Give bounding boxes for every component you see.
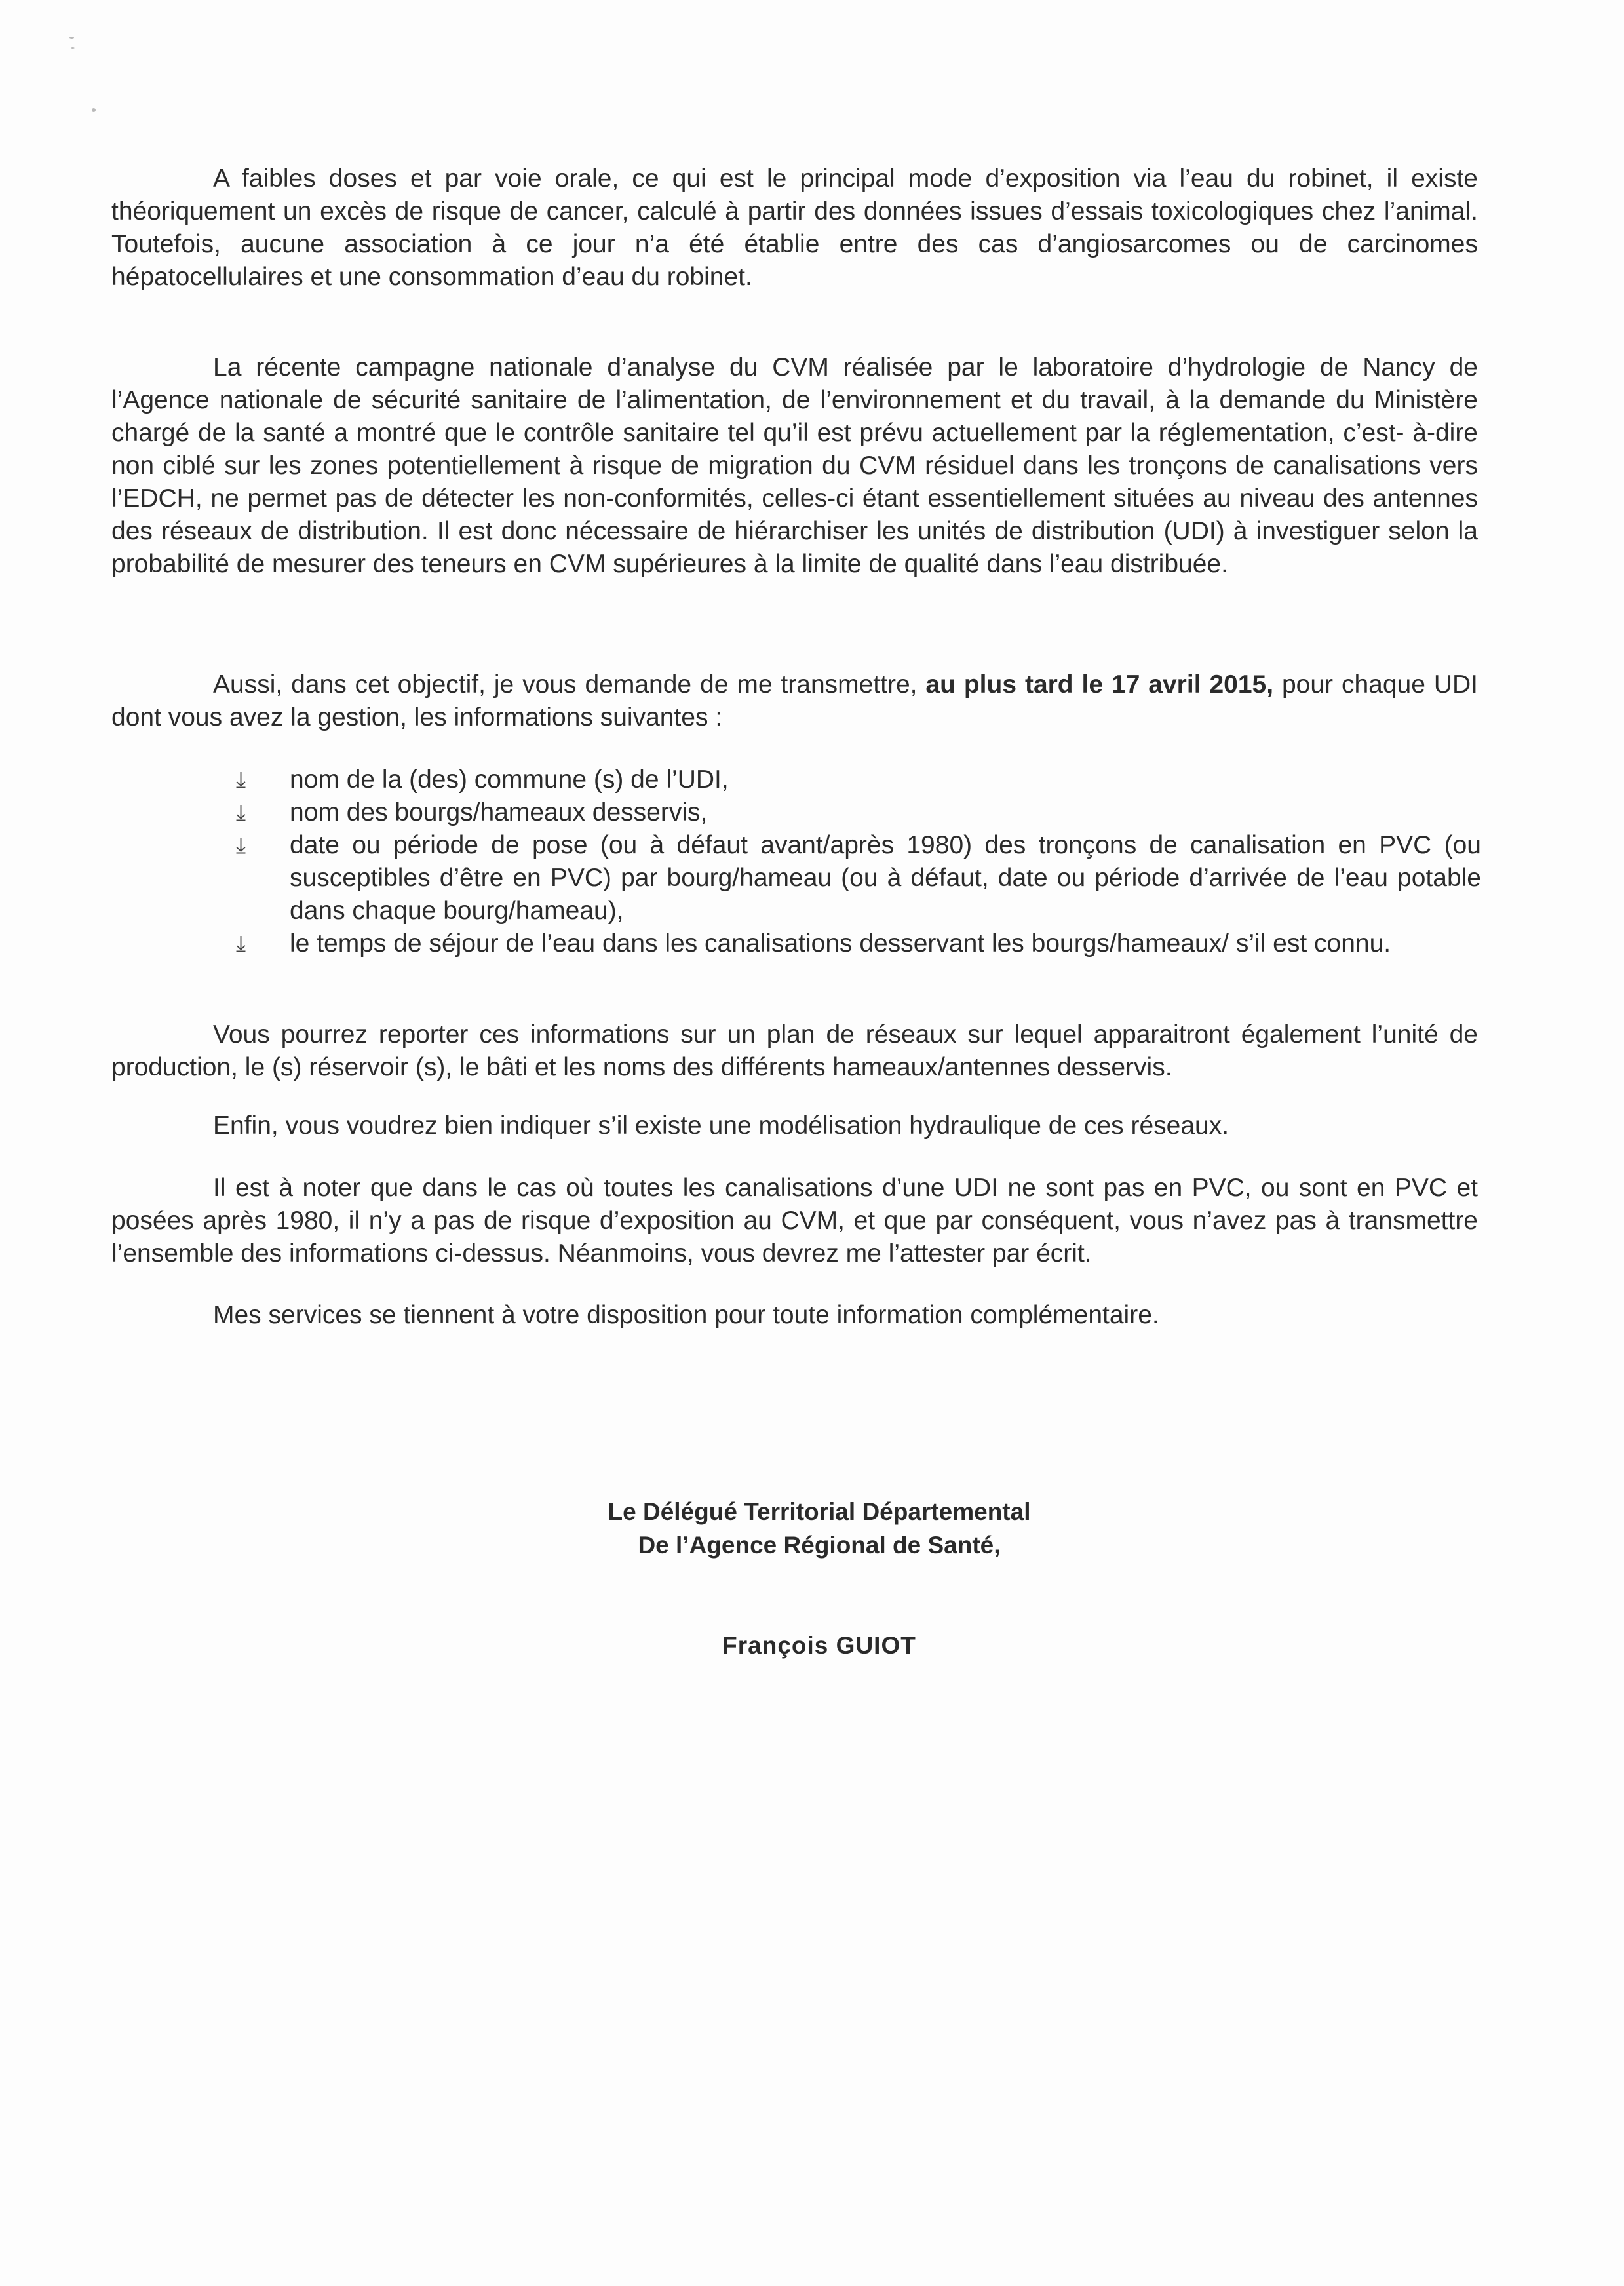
list-item — [236, 764, 1481, 796]
information-list — [236, 764, 1481, 960]
list-item-text: nom des bourgs/hameaux desservis, — [290, 798, 708, 826]
arrow-bullet-icon: ⤓ — [236, 800, 246, 825]
paragraph-text: Enfin, vous voudrez bien indiquer s’il existe une modélisation hydraulique de ces réseaux. — [213, 1112, 1229, 1140]
paragraph-network-plan — [111, 1018, 1478, 1084]
paragraph-text: La récente campagne nationale d’analyse du CVM réalisée par le laboratoire d’hydrologie de Nancy de l’Agence nationale de sécurité sanitaire de l’alimentation, de l’environnement et du travail, à la demande du Ministère chargé de la santé a montré que le contrôle sanitaire tel qu’il est prévu actuellement par la réglementation, c’est- à-dire non ciblé sur les zones potentiellement à risque de migration du CVM résiduel dans les tronçons de canalisations vers l’EDCH, ne permet pas de détecter les non-conformités, celles-ci étant essentiellement situées au niveau des antennes des réseaux de distribution. Il est donc nécessaire de hiérarchiser les unités de distribution (UDI) à investiguer selon la probabilité de mesurer des teneurs en CVM supérieures à la limite de qualité dans l’eau distribuée. — [111, 353, 1478, 578]
request-text-start: Aussi, dans cet objectif, je vous demande de me transmettre, — [213, 670, 926, 699]
list-item — [236, 829, 1481, 927]
paragraph-text: Il est à noter que dans le cas où toutes les canalisations d’une UDI ne sont pas en PVC, ou sont en PVC et posées après 1980, il n’y a pas de risque d’exposition au CVM, et que par conséquent, vous n’avez pas à transmettre l’ensemble des informations ci-dessus. Néanmoins, vous devrez me l’attester par écrit. — [111, 1174, 1478, 1268]
paragraph-closing — [111, 1299, 1478, 1332]
request-text-end: pour chaque UDI dont vous avez la gestion, les informations suivantes : — [111, 670, 1478, 731]
scan-speck — [71, 47, 75, 49]
paragraph-national-campaign — [111, 351, 1478, 581]
signatory-title-line-2: De l’Agence Régional de Santé, — [638, 1532, 1001, 1559]
paragraph-text: A faibles doses et par voie orale, ce qui est le principal mode d’exposition via l’eau du robinet, il existe théoriquement un excès de risque de cancer, calculé à partir des données issues d’essais toxicologiques chez l’animal. Toutefois, aucune association à ce jour n’a été établie entre des cas d’angiosarcomes ou de carcinomes hépatocellulaires et une consommation d’eau du robinet. — [111, 165, 1478, 291]
list-item-text: nom de la (des) commune (s) de l’UDI, — [290, 765, 729, 794]
signatory-name: François GUIOT — [722, 1632, 916, 1659]
paragraph-request — [111, 668, 1478, 734]
signatory-title-line-1: Le Délégué Territorial Départemental — [608, 1498, 1031, 1525]
scan-speck — [92, 108, 96, 112]
paragraph-modelling — [111, 1110, 1478, 1142]
arrow-bullet-icon: ⤓ — [236, 931, 246, 956]
deadline-emphasis: au plus tard le 17 avril 2015, — [925, 670, 1274, 699]
paragraph-exposure — [111, 163, 1478, 294]
list-item — [236, 927, 1481, 960]
scan-speck — [69, 37, 74, 39]
paragraph-exemption — [111, 1172, 1478, 1270]
paragraph-text: Vous pourrez reporter ces informations sur un plan de réseaux sur lequel apparaitront également l’unité de production, le (s) réservoir (s), le bâti et les noms des différents hameaux/antennes desservis. — [111, 1020, 1478, 1081]
list-item — [236, 796, 1481, 829]
arrow-bullet-icon: ⤓ — [236, 833, 246, 858]
list-item-text: le temps de séjour de l’eau dans les canalisations desservant les bourgs/hameaux/ s’il est connu. — [290, 929, 1391, 958]
list-item-text: date ou période de pose (ou à défaut avant/après 1980) des tronçons de canalisation en PVC (ou susceptibles d’être en PVC) par bourg/hameau (ou à défaut, date ou période d’arrivée de l’eau potable dans chaque bourg/hameau), — [290, 831, 1481, 925]
arrow-bullet-icon: ⤓ — [236, 767, 246, 792]
paragraph-text — [111, 668, 1478, 734]
paragraph-text: Mes services se tiennent à votre disposition pour toute information complémentaire. — [213, 1301, 1159, 1329]
